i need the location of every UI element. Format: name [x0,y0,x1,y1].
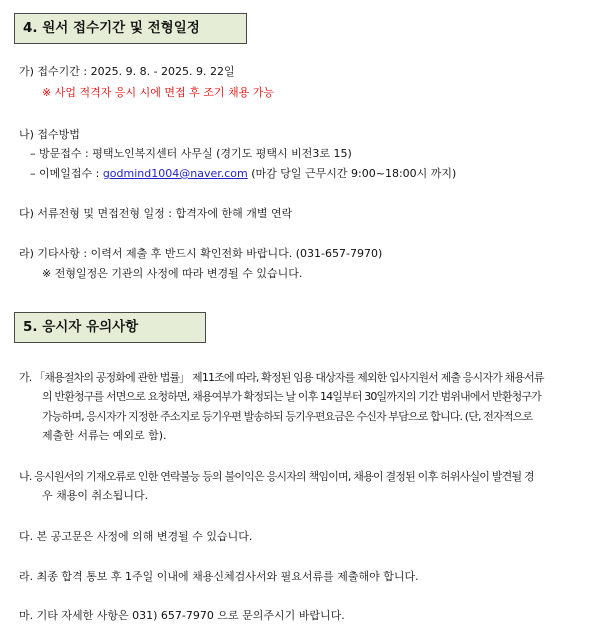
notice-ga-line4: 제출한 서류는 예외로 함). [42,429,167,442]
screening-schedule: 다) 서류전형 및 면접전형 일정 : 합격자에 한해 개별 연락 [19,207,293,220]
notice-ga-line2: 의 반환청구를 서면으로 요청하면, 채용여부가 확정되는 날 이후 14일부터 30일까지의 기간 범위내에서 반환청구가 [42,390,541,403]
notice-da: 다. 본 공고문은 사정에 의해 변경될 수 있습니다. [19,530,253,543]
section-4-header [14,13,247,44]
email-reception-deadline: (마감 당일 근무시간 9:00~18:00시 까지) [247,167,457,180]
section-4-title: 4. 원서 접수기간 및 전형일정 [23,20,200,36]
notice-na-line2: 우 채용이 취소됩니다. [42,489,149,502]
schedule-change-note: ※ 전형일정은 기관의 사정에 따라 변경될 수 있습니다. [42,267,303,280]
visit-reception: – 방문접수 : 평택노인복지센터 사무실 (경기도 평택시 비전3로 15) [30,147,352,160]
notice-na-line1: 나. 응시원서의 기재오류로 인한 연락불능 등의 불이익은 응시자의 책임이며, 채용이 결정된 이후 허위사실이 발견될 경 [19,470,534,483]
notice-ga-line3: 가능하며, 응시자가 지정한 주소지로 등기우편 발송하되 등기우편요금은 수신자 부담으로 합니다. (단, 전자적으로 [42,410,533,423]
notice-ra: 라. 최종 합격 통보 후 1주일 이내에 채용신체검사서와 필요서류를 제출해야 합니다. [19,570,419,583]
early-hire-note: ※ 사업 적격자 응시 시에 면접 후 조기 채용 가능 [42,86,274,99]
reception-method-heading: 나) 접수방법 [19,128,80,141]
reception-period: 가) 접수기간 : 2025. 9. 8. - 2025. 9. 22일 [19,65,235,78]
email-reception [30,167,456,181]
section-5-title: 5. 응시자 유의사항 [23,319,139,335]
other-notes: 라) 기타사항 : 이력서 제출 후 반드시 확인전화 바랍니다. (031-657-7970) [19,247,383,260]
section-5-header [14,312,206,343]
notice-ma: 마. 기타 자세한 사항은 031) 657-7970 으로 문의주시기 바랍니다. [19,609,345,622]
notice-ga-line1: 가. 「채용절차의 공정화에 관한 법률」 제11조에 따라, 확정된 임용 대상자를 제외한 입사지원서 제출 응시자가 채용서류 [19,371,544,384]
email-reception-label: – 이메일접수 : [30,167,103,180]
email-link[interactable]: godmind1004@naver.com [102,167,248,180]
